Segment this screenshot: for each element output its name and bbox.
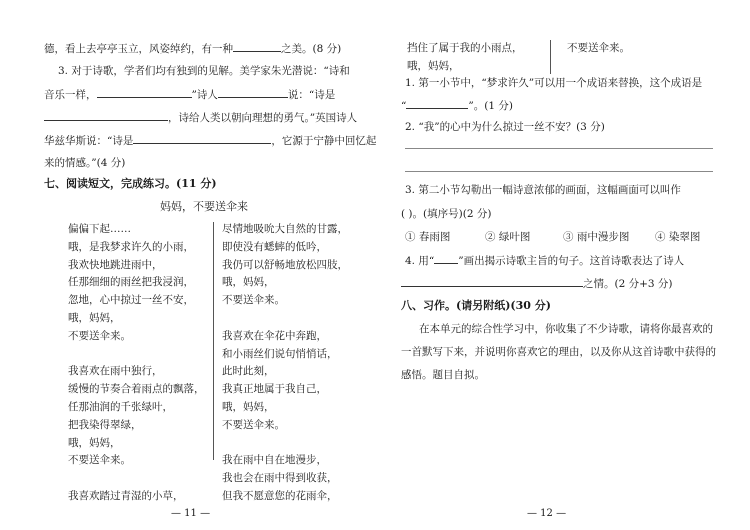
answer-blank[interactable] [218, 87, 288, 98]
poem-line: 哦，妈妈， [68, 436, 121, 449]
q2-text: 2. “我”的心中为什么掠过一丝不安？(3 分) [405, 121, 605, 133]
poem-line: 哦，妈妈， [68, 312, 121, 324]
poem-line: 我在雨中自在地漫步， [222, 454, 327, 467]
poem-line: 任那油润的千张绿叶， [68, 401, 173, 413]
answer-blank[interactable] [434, 253, 458, 264]
poem-line: 和小雨丝们说句悄悄话， [222, 347, 338, 360]
poem-continued-line-1: 挡住了属于我的小雨点， [407, 42, 523, 54]
q4-line-2: 之情。(2 分+3 分) [401, 276, 673, 291]
q3-line-4: 华兹华斯说：“诗是 ，它源于宁静中回忆起 [44, 135, 377, 147]
poem-line: 不要送伞来。 [222, 418, 285, 431]
q-top-line-1: 德，看上去亭亭玉立，风姿绰约，有一种 之美。(8 分) [44, 43, 342, 55]
q3-line-3: ，诗给人类以朝向理想的勇气。”英国诗人 [44, 110, 357, 125]
q3-text-line-2: ( )。(填序号)(2 分) [401, 208, 492, 220]
column-divider [213, 222, 214, 460]
poem-continued-right: 不要送伞来。 [567, 42, 630, 54]
poem-line: 缓慢的节奏合着雨点的飘落， [68, 383, 205, 396]
poem-line: 把我染得翠绿， [68, 418, 142, 431]
poem-line: 我也会在雨中得到收获， [222, 472, 338, 485]
answer-blank[interactable] [233, 41, 281, 52]
answer-line[interactable] [405, 148, 713, 149]
poem-line: 我喜欢踏过青湿的小草， [68, 490, 184, 502]
poem-line: 即使没有蟋蟀的低吟， [222, 240, 327, 253]
poem-line: 不要送伞来。 [68, 454, 131, 467]
answer-blank[interactable] [406, 98, 468, 109]
page-number: — 11 — [171, 508, 211, 519]
q1-line-1: 1. 第一小节中，“梦求许久”可以用一个成语来替换，这个成语是 [405, 77, 703, 89]
answer-blank[interactable] [401, 276, 583, 287]
essay-line-2: 一首默写下来，并说明你喜欢它的理由，以及你从这首诗歌中获得的 [401, 346, 716, 358]
poem-line: 我欢快地跳进雨中， [68, 258, 163, 271]
q3-option-4: ④ 染翠图 [655, 231, 701, 243]
poem-line: 哦，妈妈， [222, 276, 275, 289]
answer-blank[interactable] [133, 133, 271, 144]
section-8-heading: 八、习作。(请另附纸)(30 分) [401, 299, 551, 312]
q3-option-3: ③ 雨中漫步图 [563, 231, 630, 243]
poem-line: 哦，是我梦求许久的小雨， [68, 240, 194, 253]
q1-line-2: “ ”。(1 分) [401, 100, 513, 112]
poem-line: 尽情地吸吮大自然的甘露， [222, 223, 348, 235]
poem-line: 偏偏下起…… [68, 223, 131, 235]
answer-line[interactable] [405, 171, 713, 172]
poem-line: 我仍可以舒畅地放松四肢， [222, 258, 348, 271]
poem-line: 任那细细的雨丝把我浸润， [68, 276, 194, 289]
poem-line: 我喜欢在伞花中奔跑， [222, 329, 327, 342]
right-page [375, 0, 750, 530]
poem-line: 哦，妈妈， [222, 401, 275, 413]
poem-continued-line-2: 哦，妈妈， [407, 60, 460, 72]
q3-line-1: 3. 对于诗歌，学者们均有独到的见解。美学家朱光潜说：“诗和 [58, 65, 350, 77]
poem-line: 我喜欢在雨中独行， [68, 365, 163, 378]
poem-line: 此时此刻， [222, 365, 275, 378]
poem-line: 不要送伞来。 [222, 294, 285, 307]
q3-line-2: 音乐一样， ”诗人 说：“诗是 [44, 89, 336, 101]
poem-line: 但我不愿意您的花雨伞， [222, 490, 338, 502]
essay-line-3: 感悟。题目自拟。 [401, 369, 485, 381]
essay-line-1: 在本单元的综合性学习中，你收集了不少诗歌，请将你最喜欢的 [419, 323, 713, 335]
answer-blank[interactable] [97, 87, 192, 98]
column-divider [550, 40, 551, 74]
q3-option-1: ① 春雨图 [405, 231, 451, 243]
q4-line-1: 4. 用“ ”画出揭示诗歌主旨的句子。这首诗歌表达了诗人 [405, 255, 685, 267]
q3-text-line-1: 3. 第二小节勾勒出一幅诗意浓郁的画面，这幅画面可以叫作 [405, 184, 681, 196]
poem-title: 妈妈，不要送伞来 [160, 200, 248, 213]
answer-blank[interactable] [44, 110, 168, 121]
q3-line-5: 来的情感。”(4 分) [44, 157, 126, 169]
section-7-heading: 七、阅读短文，完成练习。(11 分) [44, 177, 217, 190]
page-number: — 12 — [527, 508, 567, 519]
q3-option-2: ② 绿叶图 [485, 231, 531, 243]
poem-line: 不要送伞来。 [68, 329, 131, 342]
poem-line: 忽地，心中掠过一丝不安， [68, 294, 194, 307]
poem-line: 我真正地属于我自己， [222, 383, 327, 396]
